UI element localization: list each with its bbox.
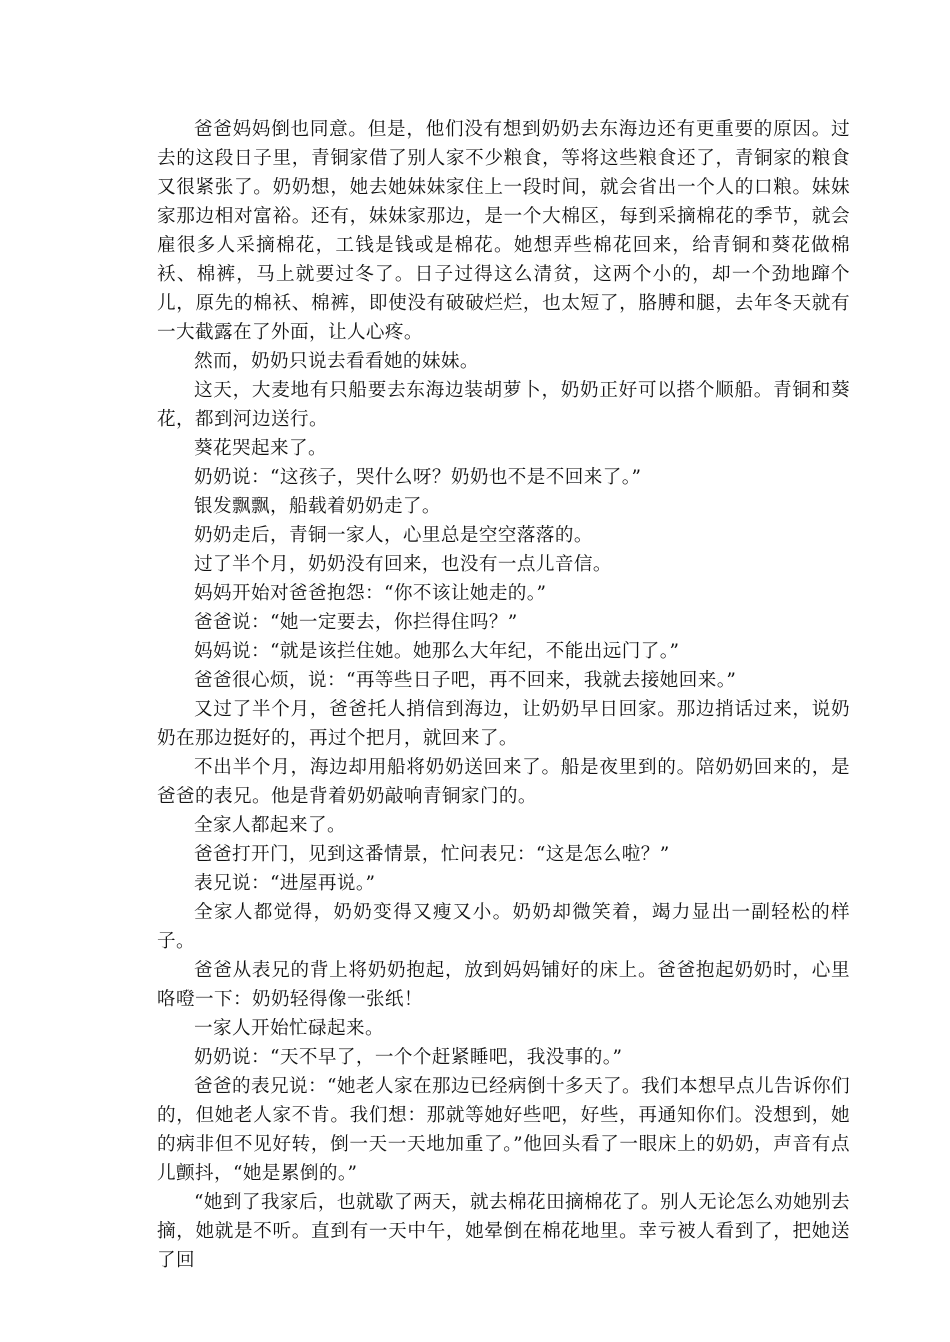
paragraph: 不出半个月，海边却用船将奶奶送回来了。船是夜里到的。陪奶奶回来的，是爸爸的表兄。他是背着奶奶敲响青铜家门的。 (157, 757, 850, 807)
paragraph: 奶奶走后，青铜一家人，心里总是空空落落的。 (194, 525, 593, 546)
paragraph: 葵花哭起来了。 (194, 438, 327, 459)
paragraph: 银发飘飘，船载着奶奶走了。 (194, 496, 441, 517)
paragraph: 奶奶说：“天不早了，一个个赶紧睡吧，我没事的。” (194, 1047, 623, 1068)
paragraph: 妈妈说：“就是该拦住她。她那么大年纪，不能出远门了。” (194, 641, 680, 662)
paragraph: 妈妈开始对爸爸抱怨：“你不该让她走的。” (194, 583, 547, 604)
document-body (157, 115, 850, 1275)
paragraph: 爸爸说：“她一定要去，你拦得住吗？” (194, 612, 518, 633)
paragraph: 过了半个月，奶奶没有回来，也没有一点儿音信。 (194, 554, 612, 575)
paragraph: 爸爸妈妈倒也同意。但是，他们没有想到奶奶去东海边还有更重要的原因。过去的这段日子里，青铜家借了别人家不少粮食，等将这些粮食还了，青铜家的粮食又很紧张了。奶奶想，她去她妹妹家住上一段时间，就会省出一个人的口粮。妹妹家那边相对富裕。还有，妹妹家那边，是一个大棉区，每到采摘棉花的季节，就会雇很多人采摘棉花，工钱是钱或是棉花。她想弄些棉花回来，给青铜和葵花做棉袄、棉裤，马上就要过冬了。日子过得这么清贫，这两个小的，却一个劲地蹿个儿，原先的棉袄、棉裤，即使没有破破烂烂，也太短了，胳膊和腿，去年冬天就有一大截露在了外面，让人心疼。 (157, 119, 850, 343)
paragraph: 然而，奶奶只说去看看她的妹妹。 (194, 351, 479, 372)
paragraph: 这天，大麦地有只船要去东海边装胡萝卜，奶奶正好可以搭个顺船。青铜和葵花，都到河边送行。 (157, 380, 850, 430)
paragraph: 一家人开始忙碌起来。 (194, 1018, 384, 1039)
paragraph: 爸爸从表兄的背上将奶奶抱起，放到妈妈铺好的床上。爸爸抱起奶奶时，心里咯噔一下：奶奶轻得像一张纸！ (157, 960, 850, 1010)
paragraph: “她到了我家后，也就歇了两天，就去棉花田摘棉花了。别人无论怎么劝她别去摘，她就是不听。直到有一天中午，她晕倒在棉花地里。幸亏被人看到了，把她送了回 (157, 1192, 850, 1271)
paragraph: 爸爸打开门，见到这番情景，忙问表兄：“这是怎么啦？” (194, 844, 670, 865)
paragraph: 爸爸的表兄说：“她老人家在那边已经病倒十多天了。我们本想早点儿告诉你们的，但她老人家不肯。我们想：那就等她好些吧，好些，再通知你们。没想到，她的病非但不见好转，倒一天一天地加重了。”他回头看了一眼床上的奶奶，声音有点儿颤抖，“她是累倒的。” (157, 1076, 850, 1184)
paragraph: 爸爸很心烦，说：“再等些日子吧，再不回来，我就去接她回来。” (194, 670, 737, 691)
paragraph: 表兄说：“进屋再说。” (194, 873, 376, 894)
paragraph: 又过了半个月，爸爸托人捎信到海边，让奶奶早日回家。那边捎话过来，说奶奶在那边挺好的，再过个把月，就回来了。 (157, 699, 850, 749)
paragraph: 全家人都觉得，奶奶变得又瘦又小。奶奶却微笑着，竭力显出一副轻松的样子。 (157, 902, 850, 952)
paragraph: 奶奶说：“这孩子，哭什么呀？奶奶也不是不回来了。” (194, 467, 642, 488)
paragraph: 全家人都起来了。 (194, 815, 346, 836)
